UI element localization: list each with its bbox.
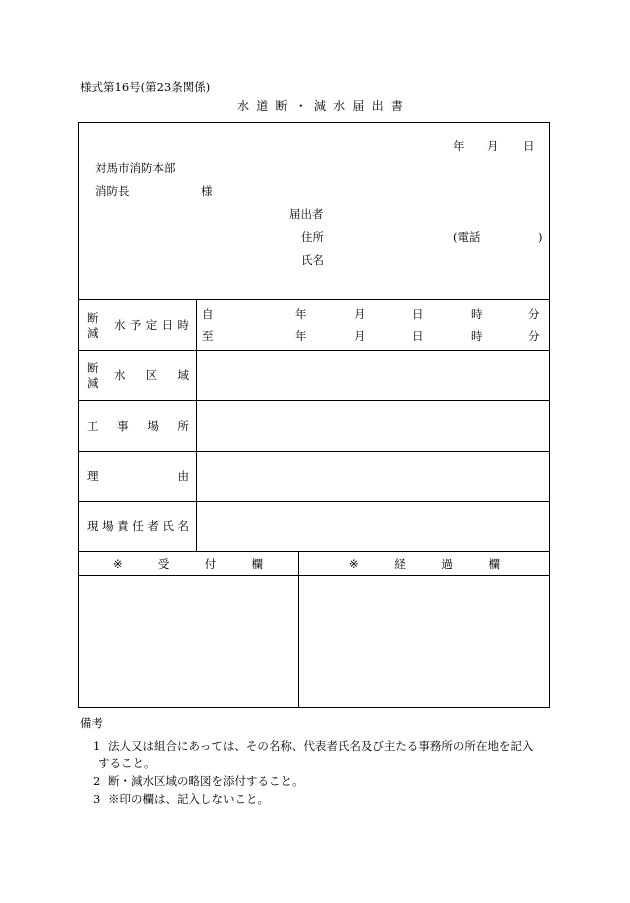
date-year-label: 年 <box>453 139 465 153</box>
reason-label: 理 由 <box>87 469 189 483</box>
schedule-from-minute: 分 <box>528 307 540 321</box>
divider-site <box>78 451 550 452</box>
schedule-from-day: 日 <box>412 307 424 321</box>
addressee-title: 消防長 <box>95 184 130 198</box>
form-title: 水 道 断 ・ 減 水 届 出 書 <box>237 99 403 113</box>
reception-column-divider <box>298 551 299 708</box>
divider-reason <box>78 501 550 502</box>
addressee-org: 対馬市消防本部 <box>95 161 176 175</box>
note-1-text: 法人又は組合にあっては、その名称、代表者氏名及び主たる事務所の所在地を記入 <box>108 739 534 753</box>
area-prefix-top: 断 <box>87 361 99 375</box>
note-2-number: 2 <box>93 774 101 788</box>
progress-column-header: ※ 経 過 欄 <box>349 557 500 571</box>
divider-manager <box>78 551 550 552</box>
schedule-prefix-bottom: 減 <box>87 326 99 340</box>
area-label: 水 区 域 <box>114 368 189 382</box>
name-label: 氏名 <box>301 253 324 267</box>
site-label: 工 事 場 所 <box>87 419 189 433</box>
phone-open-label: (電話 <box>453 230 481 244</box>
schedule-to-hour: 時 <box>471 329 483 343</box>
phone-close-label: ) <box>538 230 543 244</box>
receipt-column-header: ※ 受 付 欄 <box>113 557 263 571</box>
label-column-divider <box>196 299 197 551</box>
remarks-heading: 備考 <box>80 716 103 730</box>
schedule-from-year: 年 <box>295 307 307 321</box>
divider-reception-header <box>78 575 550 576</box>
note-3-number: 3 <box>93 792 101 806</box>
date-day-label: 日 <box>523 139 535 153</box>
honorific: 様 <box>201 184 213 198</box>
note-2-text: 断・減水区域の略図を添付すること。 <box>108 774 304 788</box>
date-month-label: 月 <box>487 139 499 153</box>
address-label: 住所 <box>301 230 324 244</box>
schedule-from-hour: 時 <box>471 307 483 321</box>
note-3-text: ※印の欄は、記入しないこと。 <box>108 792 269 806</box>
schedule-from-month: 月 <box>354 307 366 321</box>
note-1-continuation: すること。 <box>98 756 156 770</box>
schedule-prefix-top: 断 <box>87 311 99 325</box>
divider-schedule <box>78 350 550 351</box>
schedule-label: 水 予 定 日 時 <box>114 318 189 332</box>
manager-label: 現 場 責 任 者 氏 名 <box>87 519 189 533</box>
schedule-to-label: 至 <box>202 329 214 343</box>
note-1-number: 1 <box>93 739 101 753</box>
divider-area <box>78 400 550 401</box>
area-prefix-bottom: 減 <box>87 376 99 390</box>
applicant-label: 届出者 <box>289 207 324 221</box>
schedule-to-minute: 分 <box>528 329 540 343</box>
schedule-from-label: 自 <box>202 307 214 321</box>
divider-notice <box>78 299 550 300</box>
schedule-to-year: 年 <box>295 329 307 343</box>
form-number: 様式第16号(第23条関係) <box>80 80 211 94</box>
schedule-to-day: 日 <box>412 329 424 343</box>
schedule-to-month: 月 <box>354 329 366 343</box>
